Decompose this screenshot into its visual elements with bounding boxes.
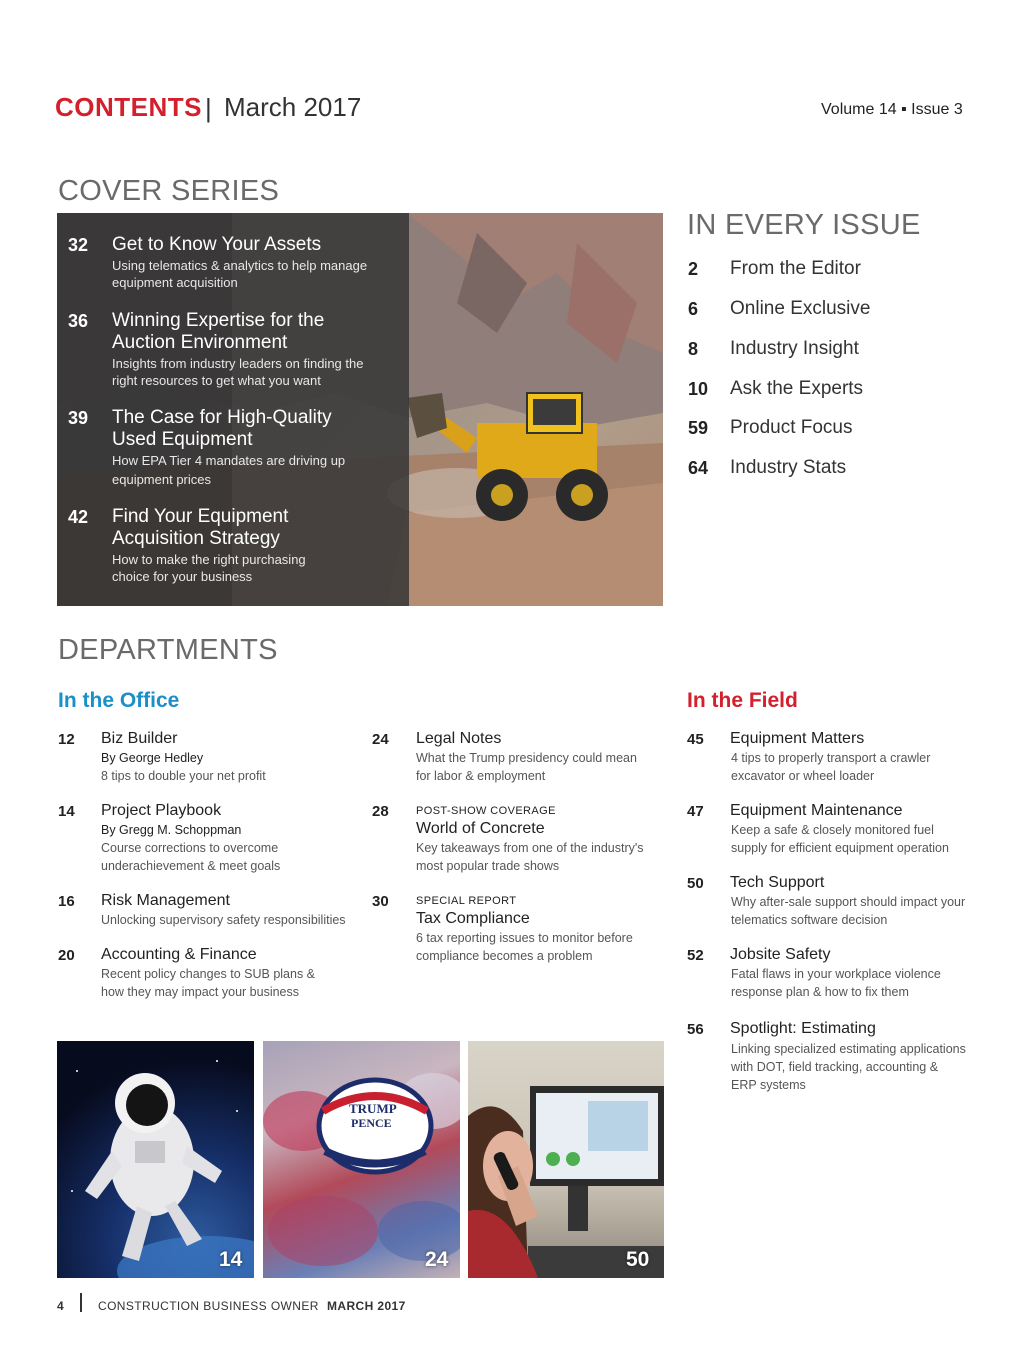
volume-issue: Volume 14 ▪ Issue 3	[821, 101, 963, 118]
issue-item-page-number: 6	[688, 299, 699, 319]
dept-desc: 6 tax reporting issues to monitor before	[416, 931, 633, 945]
dept-desc: Recent policy changes to SUB plans &	[101, 967, 316, 981]
dept-page-number: 52	[687, 947, 704, 964]
issue-date: March 2017	[224, 92, 362, 122]
issue-item-page-number: 59	[688, 418, 709, 438]
header-separator: |	[205, 93, 212, 123]
woman-phone-icon	[468, 1041, 664, 1278]
dept-desc: excavator or wheel loader	[731, 769, 875, 783]
in-the-field-heading: In the Field	[687, 689, 798, 712]
dept-byline: By George Hedley	[101, 751, 204, 765]
dept-title[interactable]: Jobsite Safety	[730, 946, 831, 963]
dept-page-number: 45	[687, 731, 704, 748]
dept-desc: Unlocking supervisory safety responsibilities	[101, 913, 346, 927]
photo-page-number: 50	[626, 1248, 650, 1271]
dept-page-number: 16	[58, 893, 75, 910]
photo-page-number: 14	[219, 1248, 243, 1271]
issue-item-title[interactable]: Online Exclusive	[730, 298, 871, 319]
dept-kicker: POST-SHOW COVERAGE	[416, 805, 556, 817]
photo-page-number: 24	[425, 1248, 449, 1271]
cover-series-heading: COVER SERIES	[58, 175, 280, 207]
photo-astronaut[interactable]	[57, 1041, 254, 1278]
in-the-office-heading: In the Office	[58, 689, 180, 712]
cover-item-desc: choice for your business	[112, 569, 253, 584]
page-number: 4	[57, 1299, 65, 1313]
cover-item-page-number: 39	[68, 408, 89, 428]
dept-title[interactable]: Project Playbook	[101, 802, 222, 819]
dept-desc: compliance becomes a problem	[416, 949, 593, 963]
cover-item-title[interactable]: Used Equipment	[112, 429, 253, 450]
cover-item-desc: equipment prices	[112, 472, 211, 487]
cover-item-desc: right resources to get what you want	[112, 373, 321, 388]
dept-desc: Key takeaways from one of the industry's	[416, 841, 644, 855]
cover-item-desc: Insights from industry leaders on finding the	[112, 356, 364, 371]
photo-woman-on-phone[interactable]	[468, 1041, 664, 1278]
cover-item-desc: How EPA Tier 4 mandates are driving up	[112, 453, 346, 468]
dept-desc: most popular trade shows	[416, 859, 560, 873]
dept-desc: how they may impact your business	[101, 985, 300, 999]
dept-desc: Course corrections to overcome	[101, 841, 279, 855]
dept-title[interactable]: Tech Support	[730, 874, 825, 891]
dept-title[interactable]: Risk Management	[101, 892, 230, 909]
issue-item-page-number: 2	[688, 259, 699, 279]
cover-item-title[interactable]: Auction Environment	[112, 332, 288, 353]
issue-item-title[interactable]: From the Editor	[730, 258, 861, 279]
dept-title[interactable]: Legal Notes	[416, 730, 502, 747]
dept-page-number: 28	[372, 803, 389, 820]
dept-kicker: SPECIAL REPORT	[416, 895, 517, 907]
issue-item-page-number: 8	[688, 339, 699, 359]
dept-title[interactable]: Tax Compliance	[416, 910, 530, 927]
dept-desc: with DOT, field tracking, accounting &	[731, 1060, 939, 1074]
cover-item-title[interactable]: Winning Expertise for the	[112, 310, 325, 331]
button-text-pence: PENCE	[351, 1116, 392, 1130]
cover-item-desc: How to make the right purchasing	[112, 552, 306, 567]
dept-desc: 4 tips to properly transport a crawler	[731, 751, 931, 765]
cover-item-page-number: 32	[68, 235, 89, 255]
dept-desc: 8 tips to double your net profit	[101, 769, 266, 783]
dept-desc: ERP systems	[731, 1078, 806, 1092]
contents-label: CONTENTS	[55, 92, 202, 122]
issue-item-page-number: 10	[688, 379, 709, 399]
astronaut-icon	[57, 1041, 254, 1278]
cover-item-title[interactable]: Find Your Equipment	[112, 506, 289, 527]
footer-issue-date: MARCH 2017	[327, 1299, 406, 1313]
footer-divider	[80, 1293, 82, 1312]
dept-page-number: 47	[687, 803, 704, 820]
issue-item-title[interactable]: Product Focus	[730, 417, 853, 438]
dept-desc: Keep a safe & closely monitored fuel	[731, 823, 934, 837]
cover-item-page-number: 42	[68, 507, 89, 527]
dept-title[interactable]: Equipment Maintenance	[730, 802, 903, 819]
in-every-issue-heading: IN EVERY ISSUE	[687, 209, 921, 241]
dept-desc: for labor & employment	[416, 769, 546, 783]
campaign-button-icon	[263, 1041, 460, 1278]
publication-name: CONSTRUCTION BUSINESS OWNER	[98, 1299, 319, 1313]
dept-title[interactable]: Spotlight: Estimating	[730, 1020, 876, 1037]
dept-title[interactable]: Biz Builder	[101, 730, 178, 747]
cover-item-desc: equipment acquisition	[112, 275, 238, 290]
photo-campaign-buttons[interactable]	[263, 1041, 460, 1278]
cover-item-title[interactable]: Get to Know Your Assets	[112, 234, 322, 255]
button-text-trump: TRUMP	[349, 1101, 397, 1116]
dept-desc: Fatal flaws in your workplace violence	[731, 967, 941, 981]
dept-title[interactable]: Equipment Matters	[730, 730, 865, 747]
dept-desc: Linking specialized estimating applications	[731, 1042, 966, 1056]
issue-item-title[interactable]: Ask the Experts	[730, 378, 864, 399]
dept-desc: response plan & how to fix them	[731, 985, 909, 999]
departments-heading: DEPARTMENTS	[58, 634, 278, 666]
dept-desc: telematics software decision	[731, 913, 888, 927]
dept-desc: What the Trump presidency could mean	[416, 751, 637, 765]
issue-item-page-number: 64	[688, 458, 709, 478]
dept-page-number: 14	[58, 803, 75, 820]
dept-byline: By Gregg M. Schoppman	[101, 823, 242, 837]
issue-item-title[interactable]: Industry Insight	[730, 338, 859, 359]
cover-item-title[interactable]: The Case for High-Quality	[112, 407, 332, 428]
dept-page-number: 50	[687, 875, 704, 892]
issue-item-title[interactable]: Industry Stats	[730, 457, 847, 478]
dept-page-number: 20	[58, 947, 75, 964]
cover-item-title[interactable]: Acquisition Strategy	[112, 528, 280, 549]
cover-item-desc: Using telematics & analytics to help manage	[112, 258, 368, 273]
dept-desc: supply for efficient equipment operation	[731, 841, 949, 855]
dept-title[interactable]: Accounting & Finance	[101, 946, 257, 963]
dept-page-number: 30	[372, 893, 389, 910]
dept-page-number: 24	[372, 731, 389, 748]
dept-page-number: 12	[58, 731, 75, 748]
dept-desc: underachievement & meet goals	[101, 859, 281, 873]
cover-item-page-number: 36	[68, 311, 89, 331]
dept-desc: Why after-sale support should impact your	[731, 895, 966, 909]
dept-page-number: 56	[687, 1021, 704, 1038]
dept-title[interactable]: World of Concrete	[416, 820, 545, 837]
